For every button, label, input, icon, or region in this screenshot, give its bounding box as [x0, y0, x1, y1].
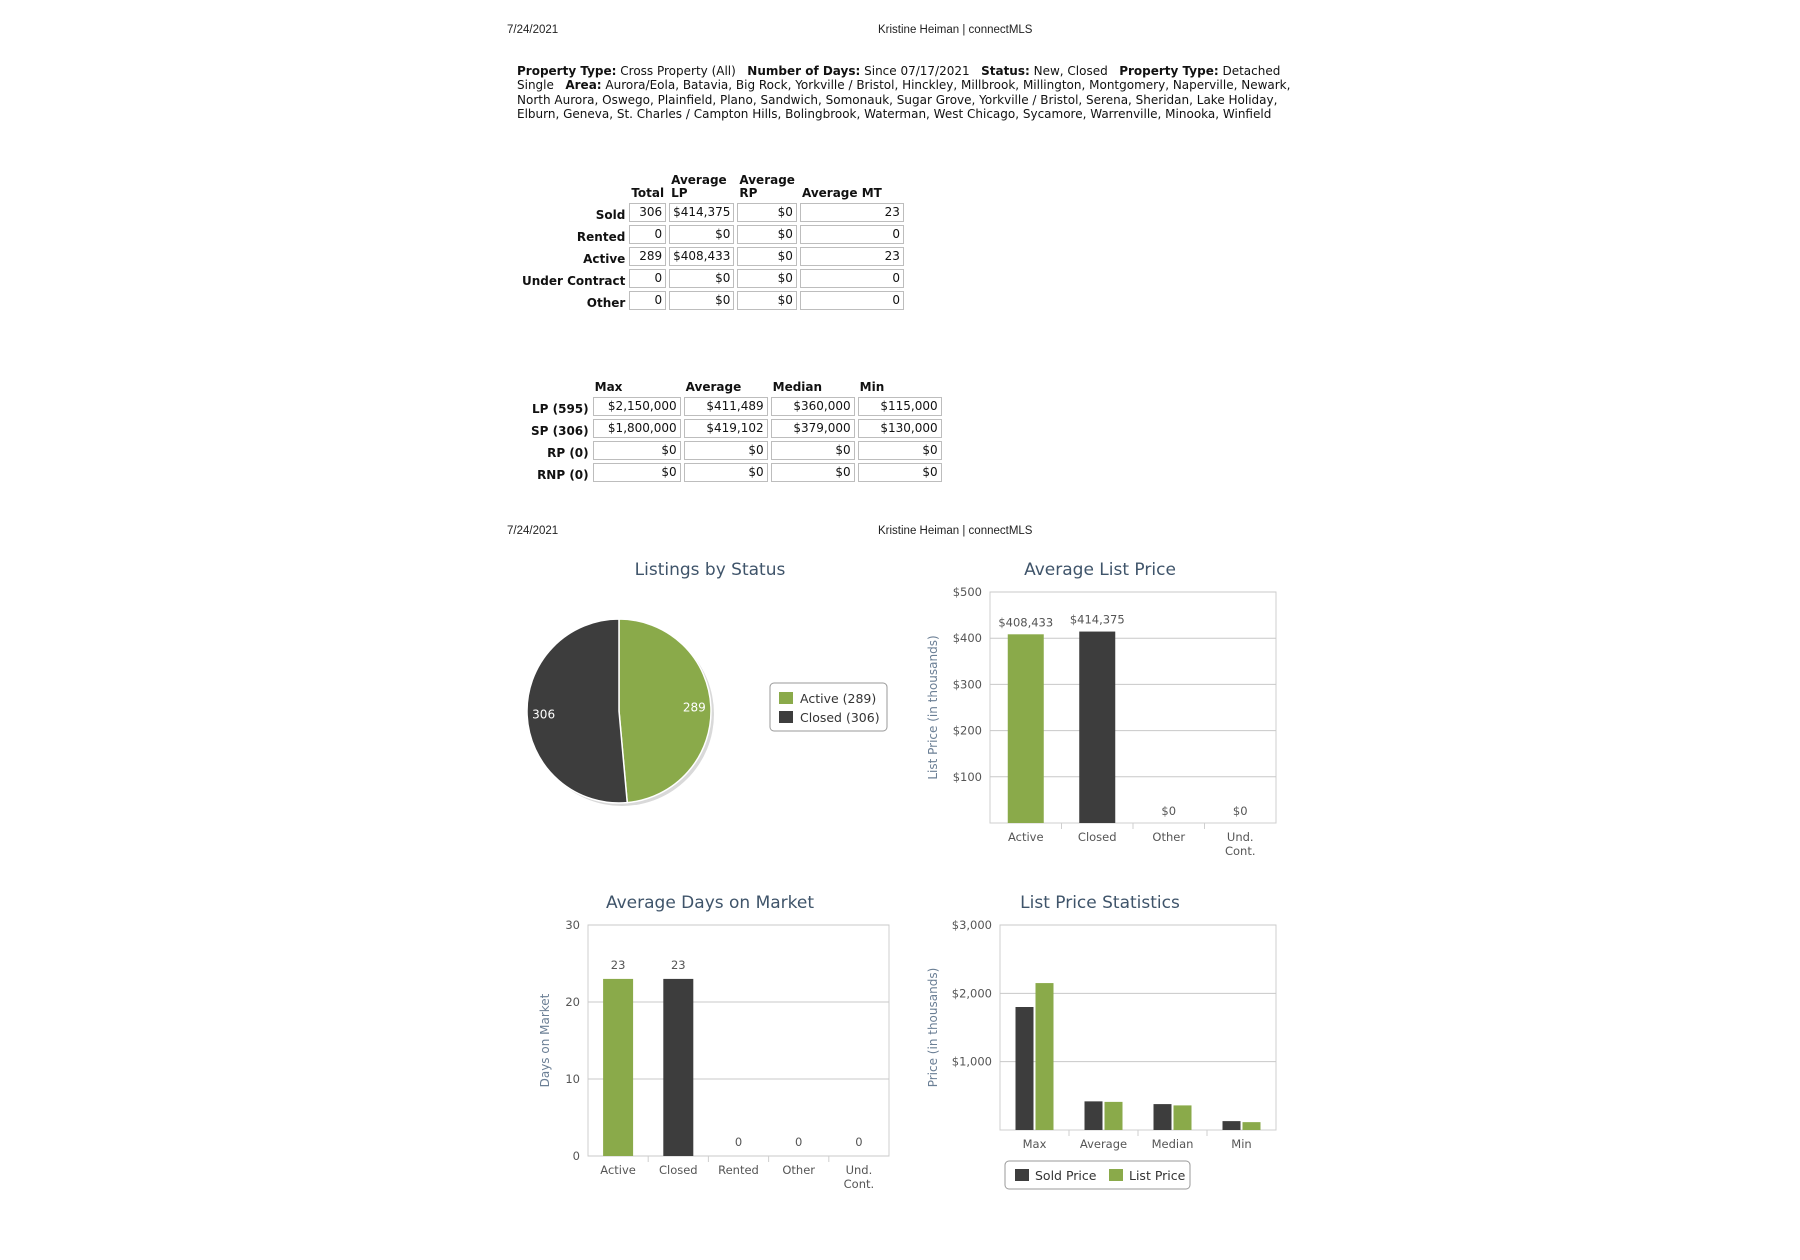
pie-slice-label: 289 [682, 700, 706, 715]
pie-chart [527, 619, 887, 806]
row-label: Under Contract [522, 274, 626, 288]
table-cell: 289 [629, 247, 666, 266]
y-tick-label: $400 [952, 631, 982, 646]
table-cell: $0 [593, 463, 681, 482]
chart-title: List Price Statistics [1020, 893, 1180, 913]
criteria-value: Aurora/Eola, Batavia, Big Rock, Yorkville / Bristol, Hinckley, Millbrook, Millington, Montgomery, Naperville, Newark, North Aurora, Oswego, Plainfield, Plano, Sandwich, Somonauk, Sugar Grove, Yorkville / Bristol, Serena, Sheridan, Lake Holiday, Elburn, Geneva, St. Charles / Campton Hills, Bolingbrook, Waterman, West Chicago, Sycamore, Warrenville, Minooka, Winfield [517, 78, 1291, 122]
y-tick-label: $1,000 [951, 1054, 992, 1069]
y-tick-label: $100 [952, 769, 982, 784]
pie-slice-label: 306 [532, 707, 556, 722]
bar [1174, 1105, 1192, 1130]
page-title: Kristine Heiman | connectMLS [878, 24, 1033, 36]
column-header: Min [859, 380, 885, 394]
row-label: Active [583, 252, 626, 266]
table-cell: 23 [800, 247, 904, 266]
y-tick-label: $200 [952, 723, 982, 738]
table-cell: $0 [669, 269, 734, 288]
row-label: LP (595) [532, 402, 589, 416]
x-tick-label: Cont. [1224, 844, 1256, 858]
criteria-label: Status: [981, 64, 1030, 78]
legend-swatch [779, 711, 793, 723]
table-cell: 0 [629, 225, 666, 244]
row-label: RP (0) [547, 446, 589, 460]
y-tick-label: 10 [565, 1072, 580, 1086]
bar [1243, 1122, 1261, 1130]
table-cell: $0 [771, 463, 855, 482]
table-cell: $419,102 [684, 419, 768, 438]
table-cell: 0 [800, 269, 904, 288]
y-tick-label: 20 [565, 995, 580, 1009]
table-cell: $0 [737, 247, 797, 266]
x-tick-label: Active [1007, 830, 1044, 844]
page-date: 7/24/2021 [507, 24, 559, 36]
row-label: SP (306) [531, 424, 589, 438]
bar [1223, 1121, 1241, 1130]
bar [1016, 1007, 1034, 1130]
x-tick-label: Max [1022, 1137, 1047, 1151]
row-label: RNP (0) [537, 468, 589, 482]
table-cell: $0 [858, 441, 942, 460]
y-tick-label: 0 [572, 1149, 580, 1163]
y-tick-label: $500 [952, 585, 982, 599]
table-cell: 0 [629, 269, 666, 288]
criteria-label: Property Type: [1119, 64, 1219, 78]
criteria-value: New, Closed [1033, 64, 1108, 78]
table-cell: $0 [737, 291, 797, 310]
column-header: Average [685, 380, 742, 394]
plot-area [588, 925, 889, 1156]
legend-swatch [1015, 1169, 1029, 1181]
bar [1154, 1104, 1172, 1130]
x-tick-label: Active [600, 1163, 636, 1177]
legend-swatch [1109, 1169, 1123, 1181]
bar-value-label: 23 [610, 957, 626, 972]
bar-value-label: $408,433 [998, 615, 1054, 630]
bar [1105, 1102, 1123, 1130]
table-cell: 0 [800, 225, 904, 244]
row-label: Rented [576, 230, 626, 244]
page-title: Kristine Heiman | connectMLS [878, 525, 1033, 537]
x-tick-label: Und. [1226, 830, 1254, 844]
bar [1079, 632, 1115, 823]
table-cell: $0 [771, 441, 855, 460]
criteria-label: Number of Days: [747, 64, 861, 78]
table-cell: $411,489 [684, 397, 768, 416]
criteria-label: Area: [565, 78, 602, 93]
chart-title: Listings by Status [634, 560, 786, 580]
y-tick-label: $300 [952, 677, 982, 692]
bar-value-label: 0 [855, 1135, 863, 1149]
table-cell: 0 [800, 291, 904, 310]
bar-value-label: $0 [1161, 804, 1177, 818]
y-axis-title: Days on Market [538, 993, 552, 1088]
x-tick-label: Min [1231, 1137, 1252, 1151]
criteria-value: Cross Property (All) [620, 64, 736, 78]
column-header: Average RP [739, 173, 795, 200]
table-cell: $2,150,000 [593, 397, 681, 416]
criteria-label: Property Type: [517, 64, 617, 78]
legend-label: Sold Price [1035, 1168, 1097, 1183]
list-price-statistics-chart [926, 918, 1276, 1189]
table-cell: 0 [629, 291, 666, 310]
table-cell: $0 [737, 269, 797, 288]
table-cell: $408,433 [669, 247, 734, 266]
criteria-value: Since 07/17/2021 [864, 64, 970, 78]
table-cell: $414,375 [669, 203, 734, 222]
legend-label: Closed (306) [800, 710, 880, 725]
table-cell: $0 [669, 225, 734, 244]
y-tick-label: 30 [565, 918, 580, 932]
column-header: Median [772, 380, 823, 394]
bar [603, 979, 633, 1156]
x-tick-label: Rented [718, 1163, 759, 1177]
page-date: 7/24/2021 [507, 525, 559, 537]
row-label: Other [586, 296, 626, 310]
x-tick-label: Und. [845, 1163, 873, 1177]
bar-value-label: $0 [1232, 804, 1248, 818]
table-cell: $115,000 [858, 397, 942, 416]
y-tick-label: $2,000 [951, 986, 992, 1001]
chart-title: Average List Price [1024, 560, 1176, 580]
bar-value-label: $414,375 [1069, 612, 1125, 627]
bar-value-label: 23 [670, 957, 686, 972]
legend-swatch [779, 692, 793, 704]
table-cell: $360,000 [771, 397, 855, 416]
table-cell: $0 [858, 463, 942, 482]
table-cell: $379,000 [771, 419, 855, 438]
column-header: Total [631, 186, 665, 200]
x-tick-label: Other [1152, 830, 1186, 844]
column-header: Average LP [671, 173, 727, 200]
table-cell: $0 [684, 441, 768, 460]
table-cell: $0 [737, 203, 797, 222]
table-cell: $0 [593, 441, 681, 460]
y-axis-title: List Price (in thousands) [926, 635, 940, 780]
days-on-market-chart [538, 918, 889, 1191]
table-cell: $0 [684, 463, 768, 482]
x-tick-label: Average [1079, 1137, 1128, 1151]
table-cell: $0 [737, 225, 797, 244]
x-tick-label: Median [1151, 1137, 1194, 1151]
x-tick-label: Other [782, 1163, 816, 1177]
bar-value-label: 0 [795, 1135, 803, 1149]
x-tick-label: Cont. [843, 1177, 875, 1191]
bar [1036, 983, 1054, 1130]
x-tick-label: Closed [1077, 830, 1117, 844]
table-cell: 306 [629, 203, 666, 222]
bar-value-label: 0 [734, 1135, 743, 1149]
criteria-value: Detached Single [517, 64, 1281, 93]
row-label: Sold [595, 208, 626, 222]
y-tick-label: $3,000 [951, 918, 992, 932]
column-header: Max [594, 380, 623, 394]
column-header: Average MT [801, 186, 882, 200]
bar [1008, 634, 1044, 823]
table-cell: $130,000 [858, 419, 942, 438]
table-cell: $0 [669, 291, 734, 310]
y-axis-title: Price (in thousands) [926, 967, 940, 1088]
chart-title: Average Days on Market [605, 893, 815, 913]
legend-label: Active (289) [800, 691, 877, 706]
table-cell: 23 [800, 203, 904, 222]
bar [1085, 1101, 1103, 1130]
x-tick-label: Closed [658, 1163, 698, 1177]
bar [663, 979, 693, 1156]
table-cell: $1,800,000 [593, 419, 681, 438]
legend-label: List Price [1129, 1168, 1186, 1183]
average-list-price-chart [926, 585, 1276, 858]
